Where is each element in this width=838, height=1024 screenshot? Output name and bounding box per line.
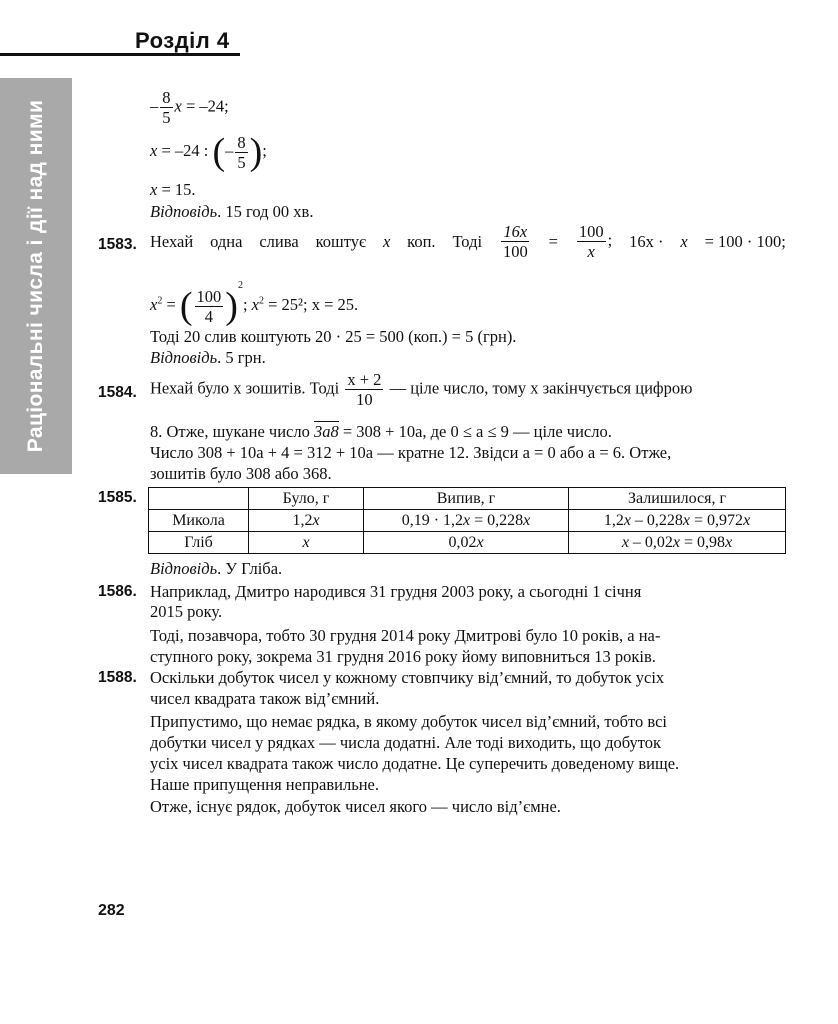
p1586-line-1: Наприклад, Дмитро народився 31 грудня 2003 року, а сьогодні 1 січня (150, 582, 642, 601)
table-cell: Микола (149, 510, 249, 532)
table-cell: 1,2x – 0,228x = 0,972x (569, 510, 786, 532)
p1588-line-7: Отже, існує рядок, добуток чисел якого — число від’ємне. (150, 797, 561, 816)
fraction: $\frac{x + 2}{10}$ (347, 370, 382, 409)
p1588-line-5: усіх чисел квадрата також число додатне. Це суперечить доведеному вище. (150, 754, 680, 773)
problem-number: 1586. (98, 583, 137, 600)
table-header-cell: Було, г (249, 488, 364, 510)
fraction: $\frac{100}{x}$ (578, 222, 604, 261)
page-number: 282 (98, 902, 125, 919)
problem-number: 1585. (98, 489, 137, 506)
p1588-line-2: чисел квадрата також від’ємний. (150, 689, 380, 708)
table-cell: x – 0,02x = 0,98x (569, 532, 786, 554)
table-header-row (149, 488, 786, 510)
side-tab-text: Раціональні числа і дії над ними (24, 99, 47, 453)
answer-line: Відповідь. 15 год 00 хв. (150, 202, 314, 221)
eq-line-2: x = –24 : (– $\frac{8}{5}$ ); (150, 131, 267, 173)
fraction: $\frac{16x}{100}$ (502, 222, 528, 261)
p1584-line-3: Число 308 + 10a + 4 = 312 + 10a — кратне 12. Звідси a = 0 або a = 6. Отже, (150, 443, 672, 462)
p1583-line-1: Нехай одна слива коштує x коп. Тоді $\frac{16x}{100}$ = $\frac{100}{x}$ ; 16x · x = 100 · 100; (150, 222, 786, 261)
section-title: Розділ 4 (135, 28, 230, 53)
fraction: $\frac{8}{5}$ (162, 88, 171, 127)
problem-number: 1584. (98, 384, 137, 401)
p1583-line-3: Тоді 20 слив коштують 20 · 25 = 500 (коп.) = 5 (грн). (150, 327, 517, 346)
p1584-line-4: зошитів було 308 або 368. (150, 464, 332, 483)
side-tab (0, 78, 72, 474)
table-cell: 1,2x (249, 510, 364, 532)
header-rule (0, 53, 240, 56)
answer-line: Відповідь. 5 грн. (150, 348, 266, 367)
table-cell: 0,19 · 1,2x = 0,228x (364, 510, 569, 532)
table-header-cell: Залишилося, г (569, 488, 786, 510)
table-header-cell: Випив, г (364, 488, 569, 510)
table-cell: 0,02x (364, 532, 569, 554)
table-cell: x (249, 532, 364, 554)
p1586-line-3: Тоді, позавчора, тобто 30 грудня 2014 року Дмитрові було 10 років, а на- (150, 626, 661, 645)
fraction: $\frac{8}{5}$ (237, 132, 246, 172)
p1588-line-6: Наше припущення неправильне. (150, 775, 380, 794)
eq-line-3: x = 15. (150, 180, 196, 199)
problem-number: 1588. (98, 669, 137, 686)
p1588-line-3: Припустимо, що немає рядка, в якому добуток чисел від’ємний, тобто всі (150, 712, 668, 731)
table-row (149, 532, 786, 554)
p1588-line-1: Оскільки добуток чисел у кожному стовпчику від’ємний, то добуток усіх (150, 668, 665, 687)
problem-number: 1583. (98, 236, 137, 253)
p1584-line-2: 8. Отже, шукане число 3a8 = 308 + 10a, де 0 ≤ a ≤ 9 — ціле число. (150, 422, 612, 441)
fraction: $\frac{100}{4}$ (196, 286, 222, 326)
table-row (149, 510, 786, 532)
p1584-line-1: Нехай було x зошитів. Тоді $\frac{x + 2}{10}$ — ціле число, тому x закінчується цифрою (150, 370, 693, 409)
p1588-line-4: добутки чисел у рядках — числа додатні. Але тоді виходить, що добуток (150, 733, 662, 752)
answer-line: Відповідь. У Гліба. (150, 559, 283, 578)
p1586-line-4: ступного року, зокрема 31 грудня 2016 року йому виповниться 13 років. (150, 647, 656, 666)
p1586-line-2: 2015 року. (150, 602, 223, 621)
table-header-cell (149, 488, 249, 510)
eq-line-1: – $\frac{8}{5}$ x = –24; (150, 88, 229, 127)
data-table (148, 487, 786, 554)
table-cell: Гліб (149, 532, 249, 554)
p1583-line-2: $x^2$ = ( $\frac{100}{4}$ )$^2$; $x^2 = 25^2$; x = 25. (150, 280, 359, 328)
